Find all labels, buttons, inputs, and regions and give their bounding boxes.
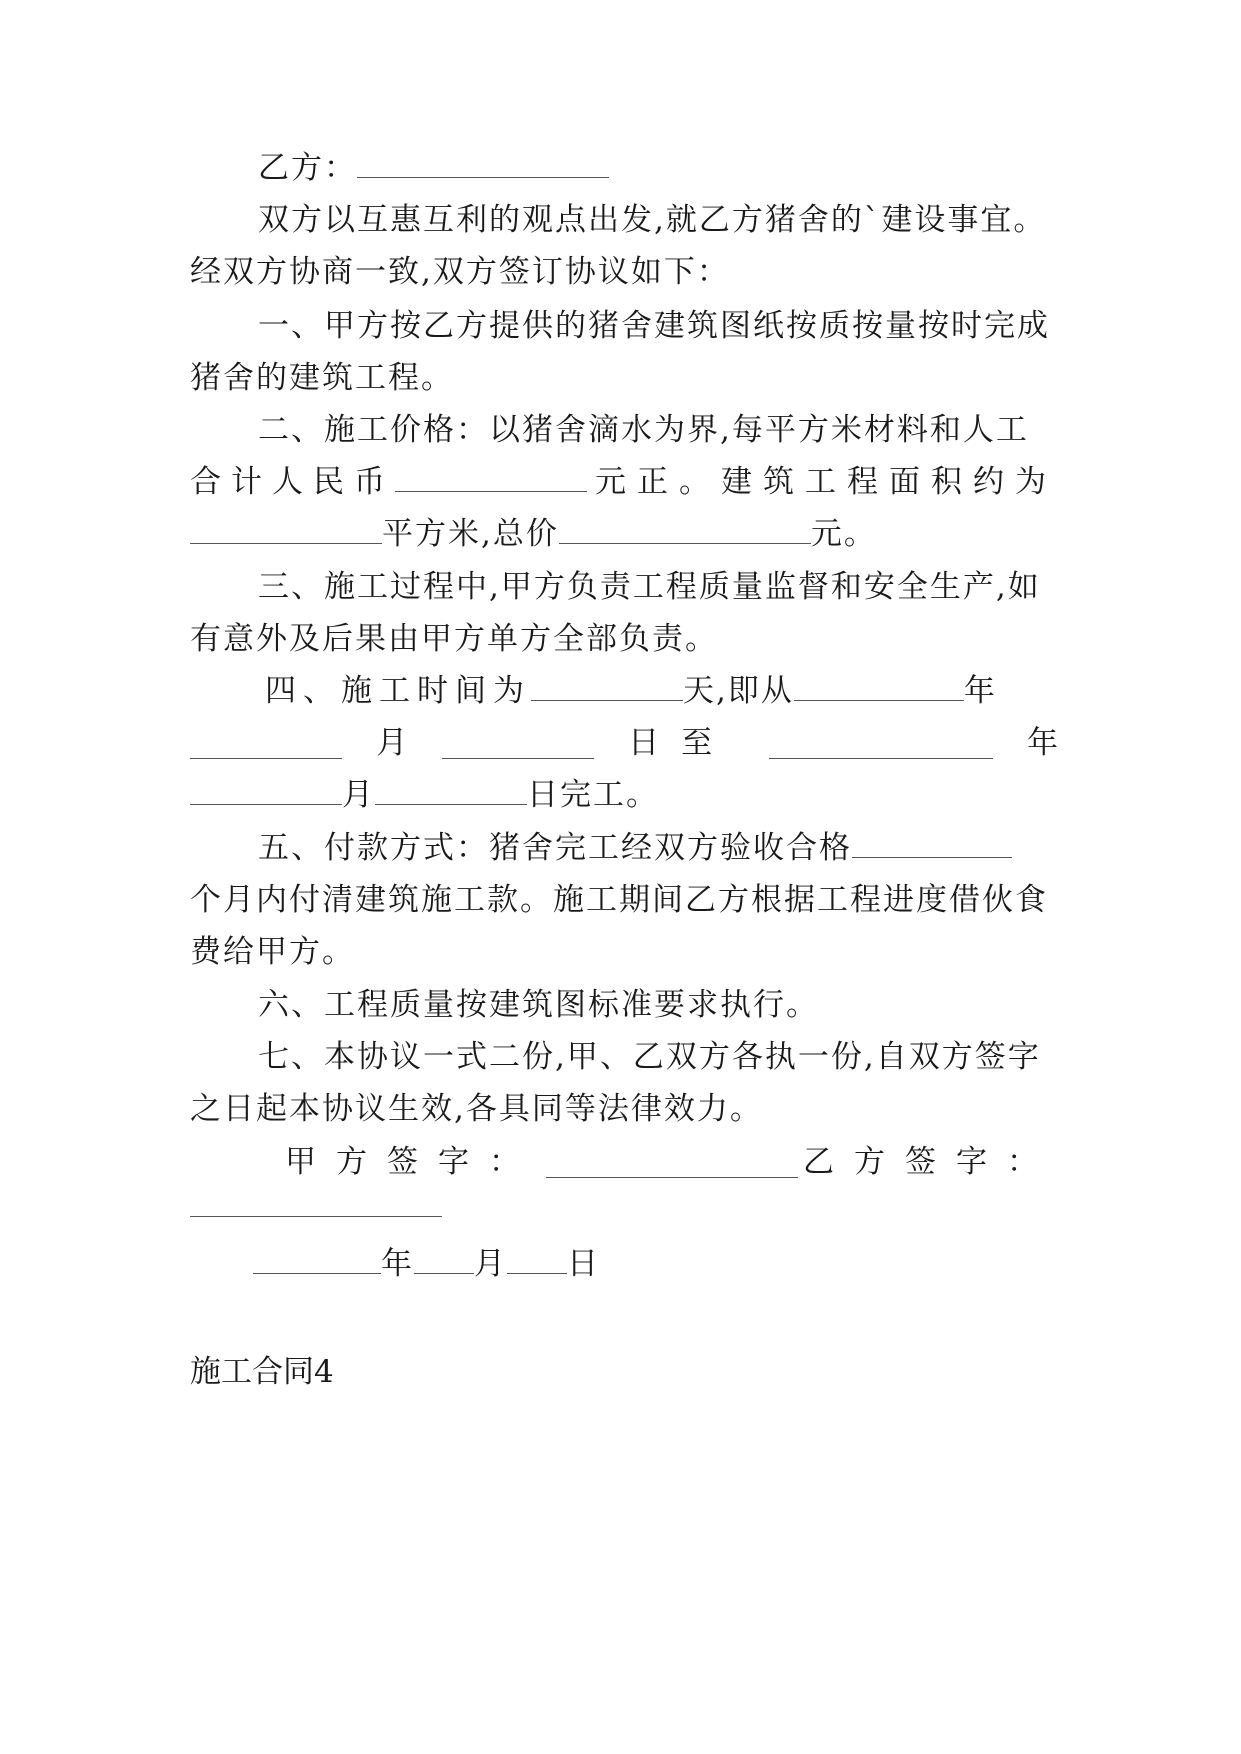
clause-3-line-2: 有意外及后果由甲方单方全部负责。 [190, 621, 718, 657]
clause-2-line-3: 平方米,总价 元。 [190, 505, 1058, 563]
signature-line: 甲方签字： 乙方签字： [285, 1144, 1058, 1180]
clause-4-line-2: 月 日至 年 [190, 714, 1058, 772]
date-year-blank[interactable] [253, 1243, 381, 1274]
intro-line-1: 双方以互惠互利的观点出发,就乙方猪舍的`建设事宜。 [258, 202, 1047, 238]
end-day-blank[interactable] [375, 774, 527, 805]
start-month-blank[interactable] [190, 728, 342, 759]
party-b-signature-blank[interactable] [190, 1216, 442, 1217]
end-month-blank[interactable] [190, 774, 342, 805]
start-year-blank[interactable] [794, 670, 964, 701]
end-year-blank[interactable] [769, 728, 993, 759]
next-contract-title: 施工合同4 [190, 1354, 334, 1390]
intro-line-2: 经双方协商一致,双方签订协议如下： [190, 254, 730, 290]
clause-3-line-1: 三、施工过程中,甲方负责工程质量监督和安全生产,如 [258, 569, 1041, 605]
party-b-line: 乙方： [258, 139, 1058, 197]
clause-5-line-3: 费给甲方。 [190, 934, 355, 970]
clause-6-line-1: 六、工程质量按建筑图标准要求执行。 [258, 987, 819, 1023]
party-a-signature-blank[interactable] [546, 1147, 798, 1178]
clause-7-line-1: 七、本协议一式二份,甲、乙双方各执一份,自双方签字 [258, 1039, 1041, 1075]
clause-4-line-1: 四、施工时间为 天,即从 年 [265, 662, 1058, 720]
start-day-blank[interactable] [442, 728, 594, 759]
clause-5-line-1: 五、付款方式：猪舍完工经双方验收合格 [258, 819, 1058, 877]
clause-4-line-3: 月 日完工。 [190, 766, 1058, 824]
clause-7-line-2: 之日起本协议生效,各具同等法律效力。 [190, 1091, 763, 1127]
party-b-blank[interactable] [357, 147, 609, 178]
clause-1-line-2: 猪舍的建筑工程。 [190, 360, 454, 396]
clause-5-line-2: 个月内付清建筑施工款。施工期间乙方根据工程进度借伙食 [190, 882, 1048, 918]
date-month-blank[interactable] [414, 1243, 474, 1274]
payment-months-blank[interactable] [852, 827, 1012, 858]
total-price-blank[interactable] [559, 513, 811, 544]
unit-price-blank[interactable] [395, 461, 587, 492]
date-day-blank[interactable] [507, 1243, 567, 1274]
clause-2-line-1: 二、施工价格：以猪舍滴水为界,每平方米材料和人工 [258, 412, 1029, 448]
duration-days-blank[interactable] [531, 670, 683, 701]
area-blank[interactable] [190, 513, 382, 544]
date-line: 年 月 日 [253, 1235, 1058, 1293]
clause-1-line-1: 一、甲方按乙方提供的猪舍建筑图纸按质按量按时完成 [258, 308, 1050, 344]
clause-2-line-2: 合计人民币 元正。建筑工程面积约为 [190, 453, 1058, 511]
